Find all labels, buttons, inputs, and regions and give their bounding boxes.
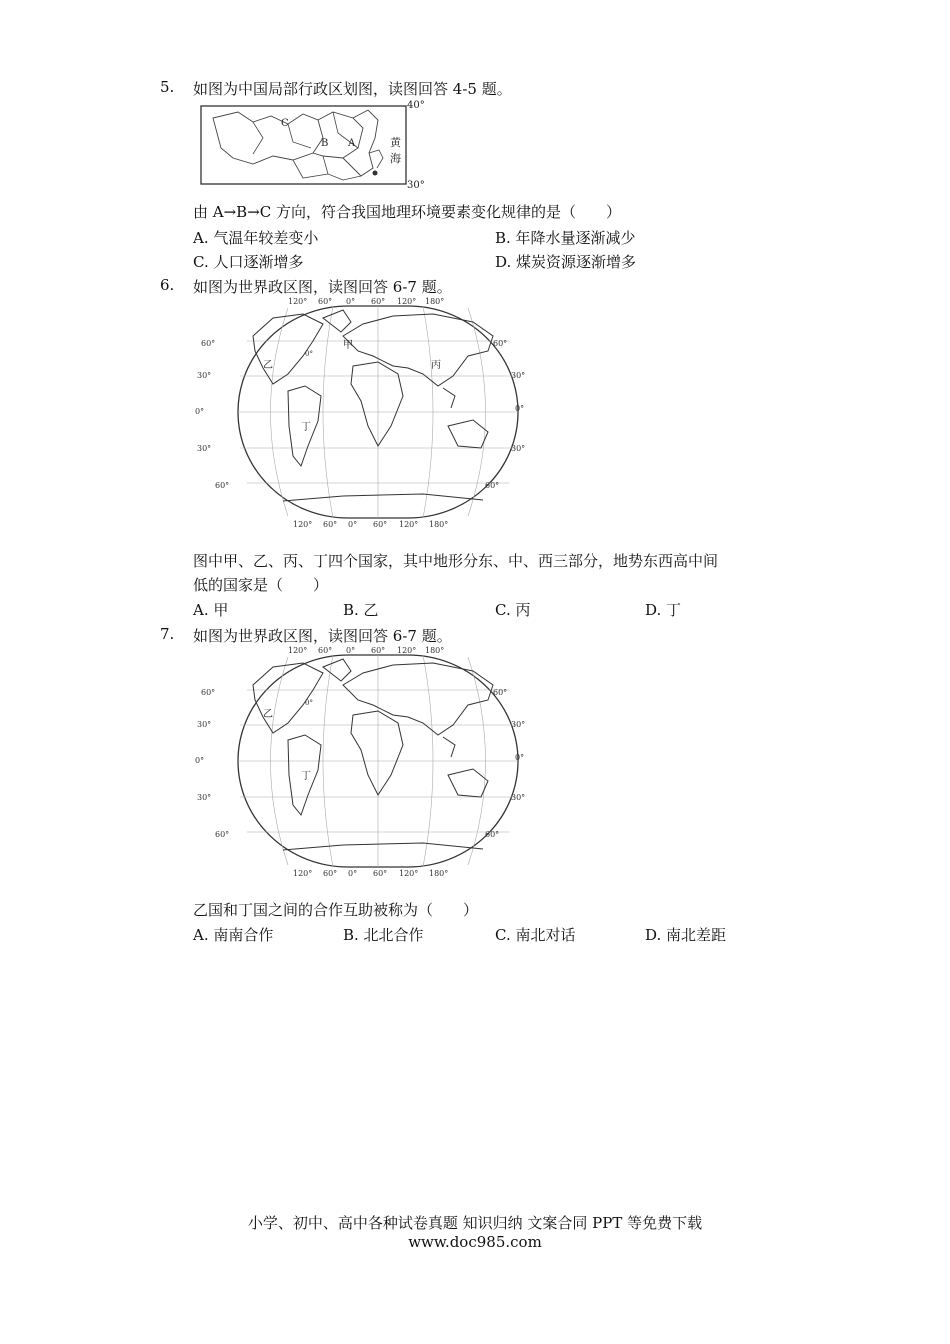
question-7-stem: 如图为世界政区图，读图回答 6-7 题。	[193, 627, 452, 645]
lon-bottom-2: 0°	[348, 520, 358, 529]
q5-option-c[interactable]: C. 人口逐渐增多	[193, 253, 304, 271]
map-label-b: B	[321, 138, 329, 149]
map-sea-label-1: 黄	[390, 136, 401, 149]
question-7-text: 乙国和丁国之间的合作互助被称为（ ）	[193, 901, 479, 919]
lon-bottom-5: 180°	[429, 869, 449, 878]
country-label-bing: 丙	[431, 360, 441, 371]
country-label-yi: 乙	[263, 360, 273, 371]
lon-top-4: 120°	[397, 297, 417, 306]
q7-option-d[interactable]: D. 南北差距	[645, 926, 727, 944]
lon-top-3: 60°	[371, 297, 386, 306]
footer-line-1: 小学、初中、高中各种试卷真题 知识归纳 文案合同 PPT 等免费下载	[247, 1214, 703, 1232]
lat-left-0: 60°	[201, 339, 216, 348]
lat-left-4: 60°	[215, 830, 230, 839]
inner-zero-label: 0°	[305, 699, 313, 707]
map-sea-label-2: 海	[390, 152, 401, 165]
q6-option-b[interactable]: B. 乙	[343, 601, 379, 619]
lon-bottom-2: 0°	[348, 869, 358, 878]
question-5-stem: 如图为中国局部行政区划图，读图回答 4-5 题。	[193, 80, 512, 98]
lat-left-1: 30°	[197, 720, 212, 729]
lat-right-3: 30°	[511, 793, 526, 802]
lat-left-3: 30°	[197, 444, 212, 453]
lat-40-label: 40°	[407, 100, 425, 111]
lat-right-1: 30°	[511, 371, 526, 380]
lat-left-4: 60°	[215, 481, 230, 490]
q6-option-d[interactable]: D. 丁	[645, 601, 682, 619]
lat-right-1: 30°	[511, 720, 526, 729]
lon-top-2: 0°	[346, 646, 356, 655]
lat-right-0: 60°	[493, 339, 508, 348]
q5-option-d[interactable]: D. 煤炭资源逐渐增多	[495, 253, 637, 271]
lon-top-0: 120°	[288, 297, 308, 306]
q7-option-c[interactable]: C. 南北对话	[495, 926, 576, 944]
question-6-number: 6.	[160, 276, 175, 294]
country-label-jia: 甲	[343, 340, 353, 351]
lon-bottom-4: 120°	[399, 869, 419, 878]
map-label-c: C	[281, 118, 289, 129]
question-5-text: 由 A→B→C 方向，符合我国地理环境要素变化规律的是（ ）	[193, 203, 622, 221]
q5-option-b[interactable]: B. 年降水量逐渐减少	[495, 229, 636, 247]
country-label-ding: 丁	[301, 422, 311, 433]
lat-right-2: 0°	[515, 753, 525, 762]
inner-zero-label: 0°	[305, 350, 313, 358]
question-7-number: 7.	[160, 625, 175, 643]
lon-top-2: 0°	[346, 297, 356, 306]
question-6-stem: 如图为世界政区图，读图回答 6-7 题。	[193, 278, 452, 296]
lat-left-2: 0°	[195, 407, 205, 416]
lon-top-1: 60°	[318, 297, 333, 306]
map-label-a: A	[348, 138, 356, 149]
lon-top-5: 180°	[425, 297, 445, 306]
lat-right-3: 30°	[511, 444, 526, 453]
question-5-number: 5.	[160, 78, 175, 96]
lon-bottom-3: 60°	[373, 520, 388, 529]
world-map-q6	[193, 296, 533, 530]
lon-top-4: 120°	[397, 646, 417, 655]
lat-left-0: 60°	[201, 688, 216, 697]
world-map-q7	[193, 645, 533, 879]
lon-bottom-5: 180°	[429, 520, 449, 529]
lon-bottom-1: 60°	[323, 869, 338, 878]
lon-top-5: 180°	[425, 646, 445, 655]
q6-option-a[interactable]: A. 甲	[193, 601, 229, 619]
country-label-ding: 丁	[301, 771, 311, 782]
question-6-text-line1: 图中甲、乙、丙、丁四个国家，其中地形分东、中、西三部分，地势东西高中间	[193, 552, 719, 570]
lat-right-4: 60°	[485, 830, 500, 839]
q6-option-c[interactable]: C. 丙	[495, 601, 531, 619]
footer-url[interactable]: www.doc985.com	[408, 1233, 542, 1251]
lat-right-4: 60°	[485, 481, 500, 490]
lon-bottom-0: 120°	[293, 869, 313, 878]
q7-option-a[interactable]: A. 南南合作	[193, 926, 274, 944]
question-6-text-line2: 低的国家是（ ）	[193, 576, 329, 594]
lat-left-3: 30°	[197, 793, 212, 802]
lon-top-0: 120°	[288, 646, 308, 655]
lon-bottom-1: 60°	[323, 520, 338, 529]
china-region-map	[193, 98, 433, 190]
lat-30-label: 30°	[407, 180, 425, 190]
lon-bottom-3: 60°	[373, 869, 388, 878]
q7-option-b[interactable]: B. 北北合作	[343, 926, 424, 944]
country-label-yi: 乙	[263, 709, 273, 720]
lon-bottom-0: 120°	[293, 520, 313, 529]
lat-left-2: 0°	[195, 756, 205, 765]
lon-top-3: 60°	[371, 646, 386, 655]
lat-right-2: 0°	[515, 404, 525, 413]
lat-left-1: 30°	[197, 371, 212, 380]
q5-option-a[interactable]: A. 气温年较差变小	[193, 229, 319, 247]
lat-right-0: 60°	[493, 688, 508, 697]
lon-bottom-4: 120°	[399, 520, 419, 529]
lon-top-1: 60°	[318, 646, 333, 655]
